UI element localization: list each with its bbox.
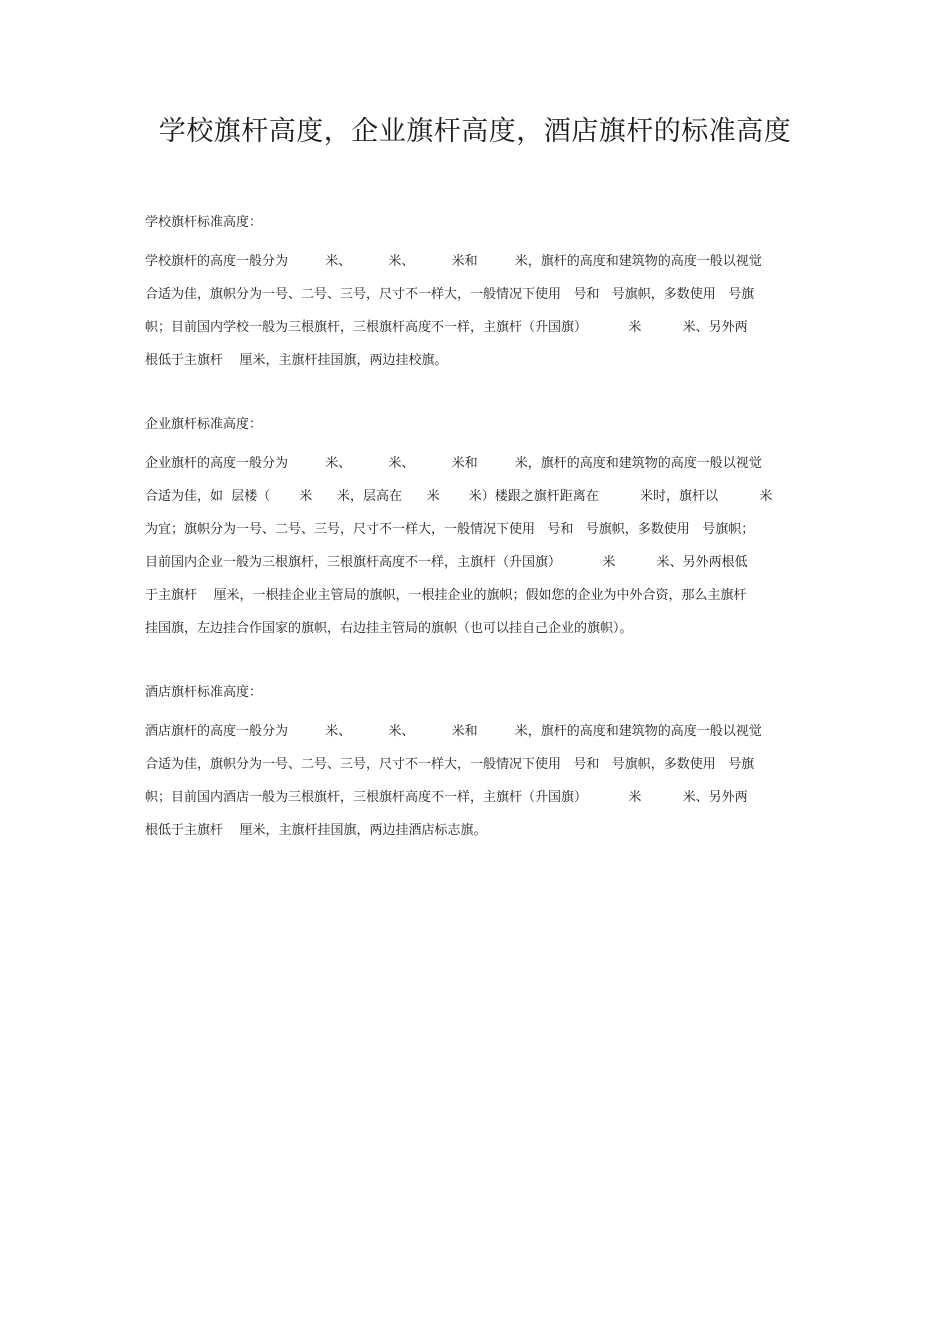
paragraph-line: 学校旗杆的高度一般分为 米、 米、 米和 米，旗杆的高度和建筑物的高度一般以视觉 <box>145 254 762 269</box>
paragraph-line: 酒店旗杆的高度一般分为 米、 米、 米和 米，旗杆的高度和建筑物的高度一般以视觉 <box>145 724 762 739</box>
paragraph-line: 帜；目前国内学校一般为三根旗杆，三根旗杆高度不一样，主旗杆（升国旗） 米 米、另外两 <box>145 320 748 335</box>
paragraph-line: 合适为佳，如 层楼（ 米 米，层高在 米 米）楼跟之旗杆距离在 米时，旗杆以 米 <box>145 489 773 504</box>
section-heading: 企业旗杆标准高度： <box>145 417 263 432</box>
section-body <box>145 715 805 847</box>
paragraph-line: 为宜；旗帜分为一号、二号、三号，尺寸不一样大，一般情况下使用 号和 号旗帜，多数使用 号旗帜； <box>145 522 755 537</box>
paragraph-line: 企业旗杆的高度一般分为 米、 米、 米和 米，旗杆的高度和建筑物的高度一般以视觉 <box>145 456 762 471</box>
section-hotel-flagpole <box>145 683 805 847</box>
section-heading: 学校旗杆标准高度： <box>145 215 263 230</box>
paragraph-line: 合适为佳，旗帜分为一号、二号、三号，尺寸不一样大，一般情况下使用 号和 号旗帜，多数使用 号旗 <box>145 287 755 302</box>
paragraph-line: 目前国内企业一般为三根旗杆，三根旗杆高度不一样，主旗杆（升国旗） 米 米、另外两根低 <box>145 555 748 570</box>
paragraph-line: 根低于主旗杆 厘米，主旗杆挂国旗，两边挂酒店标志旗。 <box>145 823 487 838</box>
section-school-flagpole <box>145 213 805 377</box>
section-company-flagpole <box>145 415 805 645</box>
paragraph-line: 挂国旗，左边挂合作国家的旗帜，右边挂主管局的旗帜（也可以挂自己企业的旗帜）。 <box>145 621 633 636</box>
paragraph-line: 帜；目前国内酒店一般为三根旗杆，三根旗杆高度不一样，主旗杆（升国旗） 米 米、另外两 <box>145 790 748 805</box>
paragraph-line: 根低于主旗杆 厘米，主旗杆挂国旗，两边挂校旗。 <box>145 353 448 368</box>
document-title: 学校旗杆高度，企业旗杆高度，酒店旗杆的标准高度 <box>158 116 792 147</box>
section-body <box>145 447 805 645</box>
paragraph-line: 合适为佳，旗帜分为一号、二号、三号，尺寸不一样大，一般情况下使用 号和 号旗帜，多数使用 号旗 <box>145 757 755 772</box>
section-heading: 酒店旗杆标准高度： <box>145 685 263 700</box>
section-body <box>145 245 805 377</box>
paragraph-line: 于主旗杆 厘米，一根挂企业主管局的旗帜，一根挂企业的旗帜；假如您的企业为中外合资，那么主旗杆 <box>145 588 747 603</box>
